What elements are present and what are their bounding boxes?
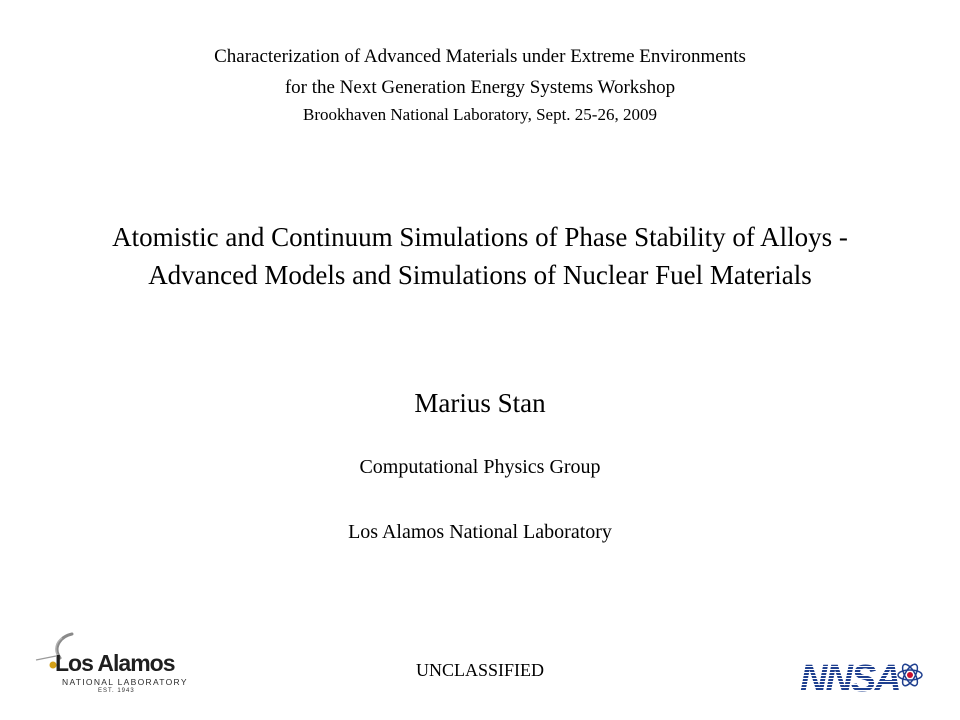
lanl-logo-subtitle: NATIONAL LABORATORY bbox=[62, 677, 188, 687]
lanl-logo-name: Los Alamos bbox=[55, 650, 175, 676]
presentation-title-line2: Advanced Models and Simulations of Nuclear Fuel Materials bbox=[148, 260, 812, 290]
presentation-title-line1: Atomistic and Continuum Simulations of Phase Stability of Alloys - bbox=[112, 222, 848, 252]
workshop-title-line2: for the Next Generation Energy Systems Workshop bbox=[284, 77, 676, 98]
workshop-venue: Brookhaven National Laboratory, Sept. 25-26, 2009 bbox=[303, 105, 657, 124]
classification-label: UNCLASSIFIED bbox=[415, 660, 544, 680]
nnsa-logo bbox=[798, 655, 930, 699]
author-name: Marius Stan bbox=[414, 388, 546, 418]
presentation-title bbox=[0, 218, 960, 294]
nnsa-logo-text: NNSA bbox=[800, 658, 900, 699]
lanl-logo-est: EST. 1943 bbox=[98, 688, 135, 694]
affiliation-lab: Los Alamos National Laboratory bbox=[348, 521, 612, 543]
affiliation-group: Computational Physics Group bbox=[359, 456, 601, 478]
atom-icon bbox=[898, 662, 922, 688]
workshop-title-line1: Characterization of Advanced Materials under Extreme Environments bbox=[214, 46, 746, 67]
